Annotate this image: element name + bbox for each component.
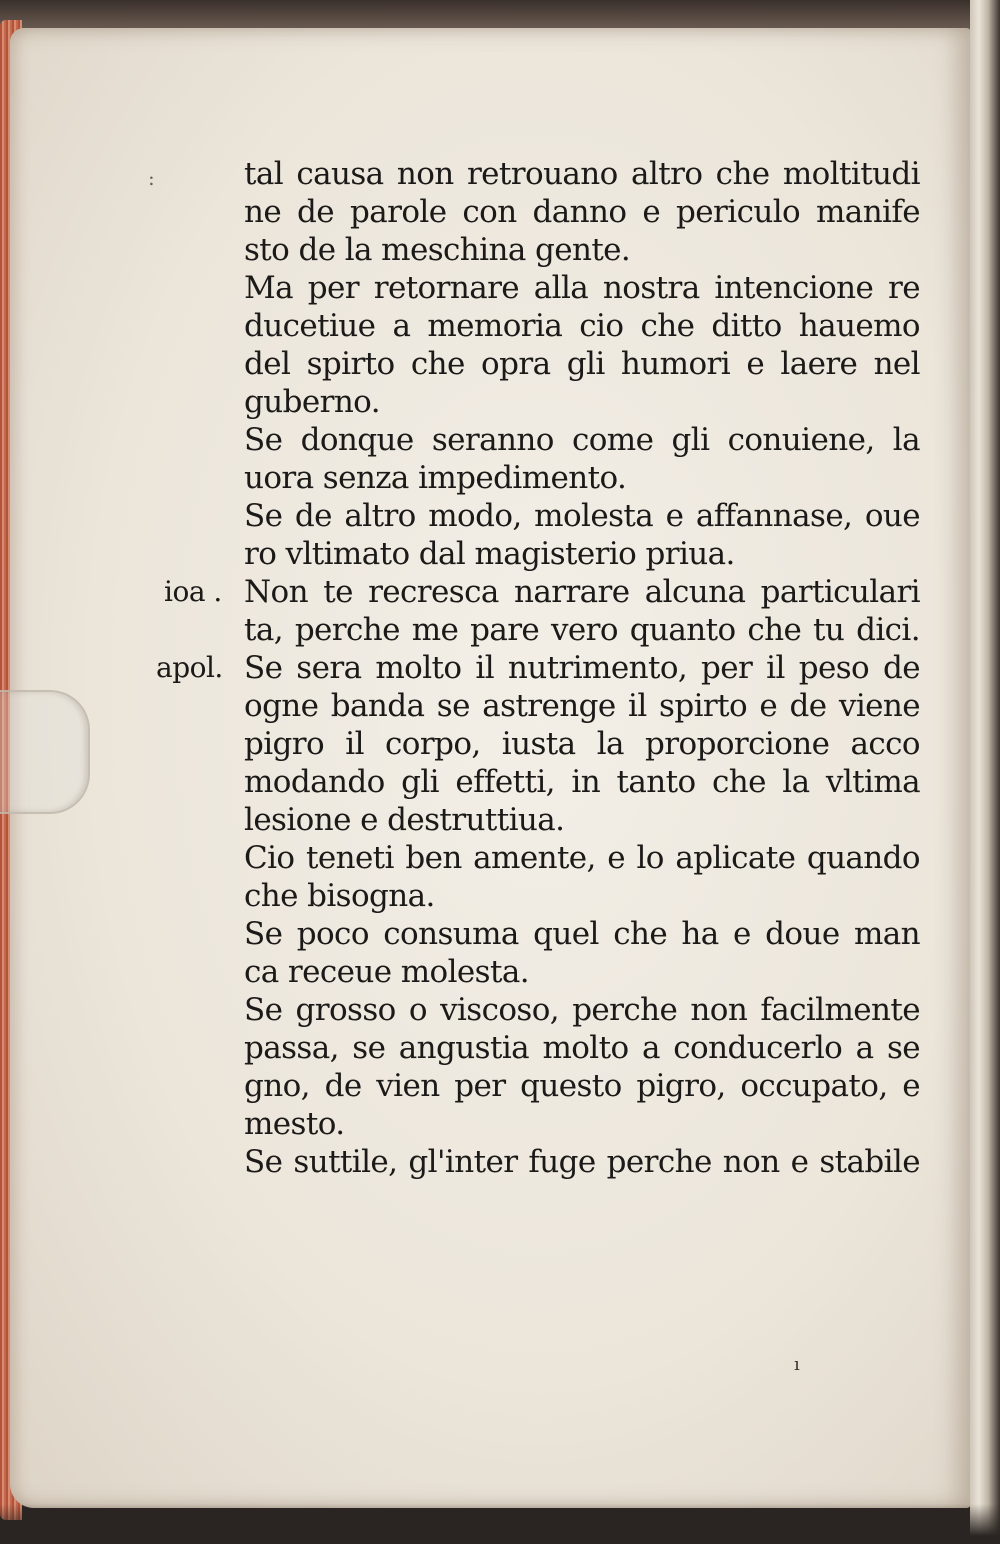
text-line-content: Non te recresca narrare alcuna particulari: [244, 574, 920, 610]
text-line: uora senza impedimento.: [244, 460, 627, 496]
text-line: mesto.: [244, 1106, 345, 1142]
text-line: che bisogna.: [244, 878, 435, 914]
text-line-content: Se sera molto il nutrimento, per il peso de: [244, 650, 920, 686]
text-line: [156, 649, 920, 687]
text-line: tal causa non retrouano altro che moltitudi: [244, 156, 920, 192]
marginal-note-ioa: ioa .: [164, 575, 222, 608]
text-block: [156, 155, 920, 1181]
text-line: Se suttile, gl'inter fuge perche non e stabile: [244, 1144, 920, 1180]
text-line: Se grosso o viscoso, perche non facilmente: [244, 992, 920, 1028]
text-line: ta, perche me pare vero quanto che tu dici.: [244, 612, 920, 648]
text-line: ducetiue a memoria cio che ditto hauemo: [244, 308, 920, 344]
text-line: del spirto che opra gli humori e laere nel: [244, 346, 920, 382]
backdrop-top: [0, 0, 1000, 30]
marginal-note-apol: apol.: [156, 651, 223, 684]
text-line: Se poco consuma quel che ha e doue man: [244, 916, 920, 952]
text-line: ro vltimato dal magisterio priua.: [244, 536, 735, 572]
bottom-shadow: [0, 1504, 1000, 1544]
page-clip: [0, 690, 90, 814]
text-line: Se de altro modo, molesta e affannase, oue: [244, 498, 920, 534]
margin-mark: :: [148, 166, 155, 190]
text-line: guberno.: [244, 384, 380, 420]
text-line: ca receue molesta.: [244, 954, 529, 990]
text-line: [164, 573, 920, 611]
text-line: lesione e destruttiua.: [244, 802, 565, 838]
text-line: gno, de vien per questo pigro, occupato, e: [244, 1068, 920, 1104]
text-line: Se donque seranno come gli conuiene, la: [244, 422, 920, 458]
text-line: passa, se angustia molto a conducerlo a se: [244, 1030, 920, 1066]
text-line: Ma per retornare alla nostra intencione re: [244, 270, 920, 306]
text-line: sto de la meschina gente.: [244, 232, 631, 268]
text-line: ogne banda se astrenge il spirto e de viene: [244, 688, 920, 724]
page-gutter: [970, 0, 1000, 1544]
text-line: ne de parole con danno e periculo manife: [244, 194, 920, 230]
text-line: Cio teneti ben amente, e lo aplicate quando: [244, 840, 920, 876]
text-line: pigro il corpo, iusta la proporcione acco: [244, 726, 920, 762]
folio-mark: ı: [794, 1354, 800, 1375]
text-line: modando gli effetti, in tanto che la vltima: [244, 764, 920, 800]
